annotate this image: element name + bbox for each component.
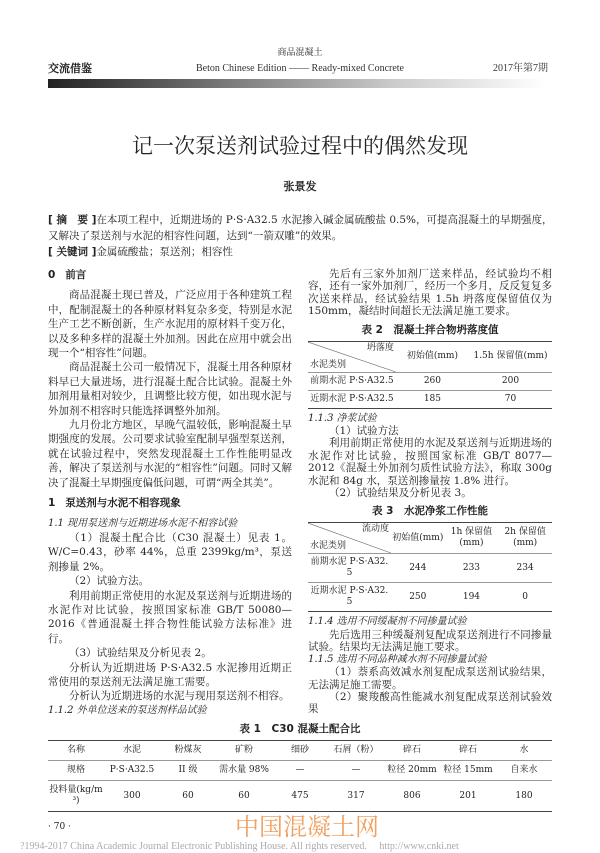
table3-caption: 表 3 水泥净浆工作性能 bbox=[372, 505, 488, 518]
table-row: 近期水泥 P·S·A32.5 185 70 bbox=[310, 393, 517, 404]
subsection-heading: 1.1.5 选用不同品种减水剂不同掺量试验 bbox=[308, 653, 487, 665]
table-cell: 投料量(kg/m³) bbox=[49, 785, 103, 806]
table-cell: 粉煤灰 bbox=[160, 741, 216, 761]
paragraph: （2）试验方法。 bbox=[69, 575, 150, 588]
paragraph: 商品混凝土公司一般情况下，混凝土用各种原材料早已大量进场，进行混凝土配合比试验。混凝土外加剂用量相对较少，且调整比较方便，如出现水泥与外加剂不相容时只能选择调整外加剂。 bbox=[48, 361, 292, 417]
author: 张景发 bbox=[283, 180, 317, 193]
table-cell: 需水量 98% bbox=[216, 761, 272, 781]
table-cell: 粒径 15mm bbox=[440, 761, 496, 781]
table-cell: 细砂 bbox=[272, 741, 328, 761]
subsection-heading: 1.1.4 选用不同缓凝剂不同掺量试验 bbox=[308, 616, 467, 628]
paragraph: （1）萘系高效减水剂复配成泵送剂试验结果，无法满足施工需要。 bbox=[308, 666, 552, 691]
table-cell: — bbox=[328, 761, 384, 781]
subsection-heading: 1.1 现用泵送剂与近期进场水泥不相容试验 bbox=[48, 517, 238, 529]
table-row: 前期水泥 P·S·A32.5 260 200 bbox=[308, 372, 552, 390]
table-cell: 石屑（粉） bbox=[328, 741, 384, 761]
table-cell: 806 bbox=[403, 790, 421, 801]
table-cell: 317 bbox=[347, 790, 365, 801]
table-cell: 水 bbox=[496, 741, 552, 761]
left-column bbox=[48, 268, 292, 718]
table-cell: 201 bbox=[459, 790, 477, 801]
issue-label: 2017年第7期 bbox=[493, 63, 548, 74]
table-cell: II 级 bbox=[160, 761, 216, 781]
paragraph: 分析认为近期进场的水泥与现用泵送剂不相容。 bbox=[69, 690, 290, 703]
corner-cell: 坍落度 水泥类别 bbox=[308, 341, 396, 372]
table3 bbox=[308, 522, 552, 612]
table-cell: 粒径 20mm bbox=[384, 761, 440, 781]
paragraph: 九月份北方地区，早晚气温较低，影响混凝土早期强度的发展。公司要求试验室配制早强型泵送剂，就在试验过程中，突然发现混凝土工作性能明显改善，解决了泵送剂与水泥的“相容性”问题。同时又解决了混凝土早期强度偏低问题，可谓“两全其美”。 bbox=[48, 419, 292, 489]
column-header: 2h 保留值(mm) bbox=[498, 523, 552, 554]
table-cell: 水泥 bbox=[104, 741, 160, 761]
abstract bbox=[48, 212, 556, 260]
table-cell: 规格 bbox=[48, 761, 104, 781]
paragraph: （2）聚羧酸高性能减水剂复配成泵送剂试验效果 bbox=[308, 690, 552, 716]
section-label: 交流借鉴 bbox=[48, 62, 92, 75]
subsection-heading: 1.1.2 外单位送来的泵送剂样品试验 bbox=[48, 704, 207, 716]
subsection-heading: 1.1.3 净浆试验 bbox=[308, 412, 377, 424]
table-cell: 300 bbox=[123, 790, 141, 801]
header-gradient-bar bbox=[48, 79, 546, 88]
paragraph: （1）试验方法 bbox=[329, 425, 399, 438]
paragraph: （3）试验结果及分析见表 2。 bbox=[69, 647, 212, 660]
page-number: · 70 · bbox=[48, 822, 71, 832]
table2-caption: 表 2 混凝土拌合物坍落度值 bbox=[361, 323, 499, 336]
section-heading: 1 泵送剂与水泥不相容现象 bbox=[48, 497, 181, 510]
copyright-notice: ?1994-2017 China Academic Journal Electronic Publishing House. All rights reserved. http://www.cnki.net bbox=[20, 841, 459, 852]
table-cell: 180 bbox=[515, 790, 533, 801]
paragraph: 先后选用三种缓凝剂复配成泵送剂进行不同掺量试验。结果均无法满足施工要求。 bbox=[308, 628, 552, 654]
table-row bbox=[48, 781, 552, 812]
table-cell: 矿粉 bbox=[216, 741, 272, 761]
table-row: 近期水泥 P·S·A32.5 250 194 0 bbox=[310, 586, 529, 608]
column-header: 初始值(mm) bbox=[391, 523, 445, 554]
table-cell: 名称 bbox=[48, 741, 104, 761]
table-cell: 碎石 bbox=[384, 741, 440, 761]
watermark: 中国混凝土网 bbox=[235, 813, 379, 841]
table1-container bbox=[48, 722, 552, 812]
table-row: 前期水泥 P·S·A32.5 244 233 234 bbox=[308, 554, 552, 583]
table-cell: 自来水 bbox=[496, 761, 552, 781]
paragraph: 利用前期正常使用的水泥及泵送剂与近期进场的水泥作对比试验，按照国家标准 GB/T 50080—2016《普通混凝土拌合物性能试验方法标准》进行。 bbox=[48, 589, 292, 645]
table-row bbox=[48, 741, 552, 761]
column-header: 初始值(mm) bbox=[396, 341, 469, 372]
column-header: 1.5h 保留值(mm) bbox=[469, 341, 552, 372]
abstract-label: [ 摘 要 ] bbox=[48, 214, 97, 226]
keywords-label: [ 关键词 ] bbox=[48, 246, 97, 258]
article-title: 记一次泵送剂试验过程中的偶然发现 bbox=[132, 134, 468, 158]
table-cell: 475 bbox=[291, 790, 309, 801]
table1 bbox=[48, 740, 552, 812]
table-header-row bbox=[308, 523, 552, 554]
paragraph: （2）试验结果及分析见表 3。 bbox=[329, 487, 472, 500]
abstract-text: 在本项工程中，近期进场的 P·S·A32.5 水泥掺入碱金属硫酸盐 0.5%，可提高混凝土的早期强度，又解决了泵送剂与水泥的相容性问题，达到“一箭双雕”的效果。 bbox=[48, 214, 553, 242]
paragraph: 利用前期正常使用的水泥及泵送剂与近期进场的水泥作对比试验，按照国家标准 GB/T 8077—2012《混凝土外加剂匀质性试验方法》，称取 300g 水泥和 84g 水，泵送剂掺量按 1.8% 进行。 bbox=[308, 437, 552, 487]
table2 bbox=[308, 341, 552, 409]
section-heading: 0 前言 bbox=[48, 269, 87, 281]
journal-edition: Beton Chinese Edition —— Ready-mixed Concrete bbox=[195, 63, 404, 74]
table-row bbox=[48, 761, 552, 781]
paragraph: 分析认为近期进场 P·S·A32.5 水泥掺用近期正常使用的泵送剂无法满足施工需要。 bbox=[48, 661, 292, 688]
table-cell: — bbox=[272, 761, 328, 781]
table-cell: 60 bbox=[238, 790, 250, 801]
table1-caption: 表 1 C30 混凝土配合比 bbox=[239, 723, 361, 735]
column-header: 1h 保留值(mm) bbox=[445, 523, 499, 554]
right-column bbox=[308, 268, 552, 716]
table-header-row bbox=[308, 341, 552, 372]
table-cell: 碎石 bbox=[440, 741, 496, 761]
corner-cell: 流动度 水泥类别 bbox=[308, 523, 391, 554]
paragraph: （1）混凝土配合比（C30 混凝土）见表 1。W/C=0.43，砂率 44%，总重 2399kg/m³，泵送剂掺量 2%。 bbox=[48, 531, 292, 573]
paragraph: 商品混凝土现已普及，广泛应用于各种建筑工程中，配制混凝土的各种原材料复杂多变，特别是水泥生产工艺不断创新，生产水泥用的原材料千变万化，以及多种多样的混凝土外加剂。因此在应用中就会出现一个“相容性”问题。 bbox=[48, 289, 292, 360]
journal-name: 商品混凝土 bbox=[277, 48, 323, 58]
table-cell: 60 bbox=[182, 790, 194, 801]
keywords: 金属硫酸盐；泵送剂；相容性 bbox=[96, 246, 233, 258]
table-cell: P·S·A32.5 bbox=[104, 761, 160, 781]
paragraph: 先后有三家外加剂厂送来样品，经试验均不相容，还有一家外加剂厂，经历一个多月，反反复复多次送来样品，经试验结果 1.5h 坍落度保留值仅为 150mm，凝结时间超长无法满足施工要求。 bbox=[308, 268, 552, 318]
